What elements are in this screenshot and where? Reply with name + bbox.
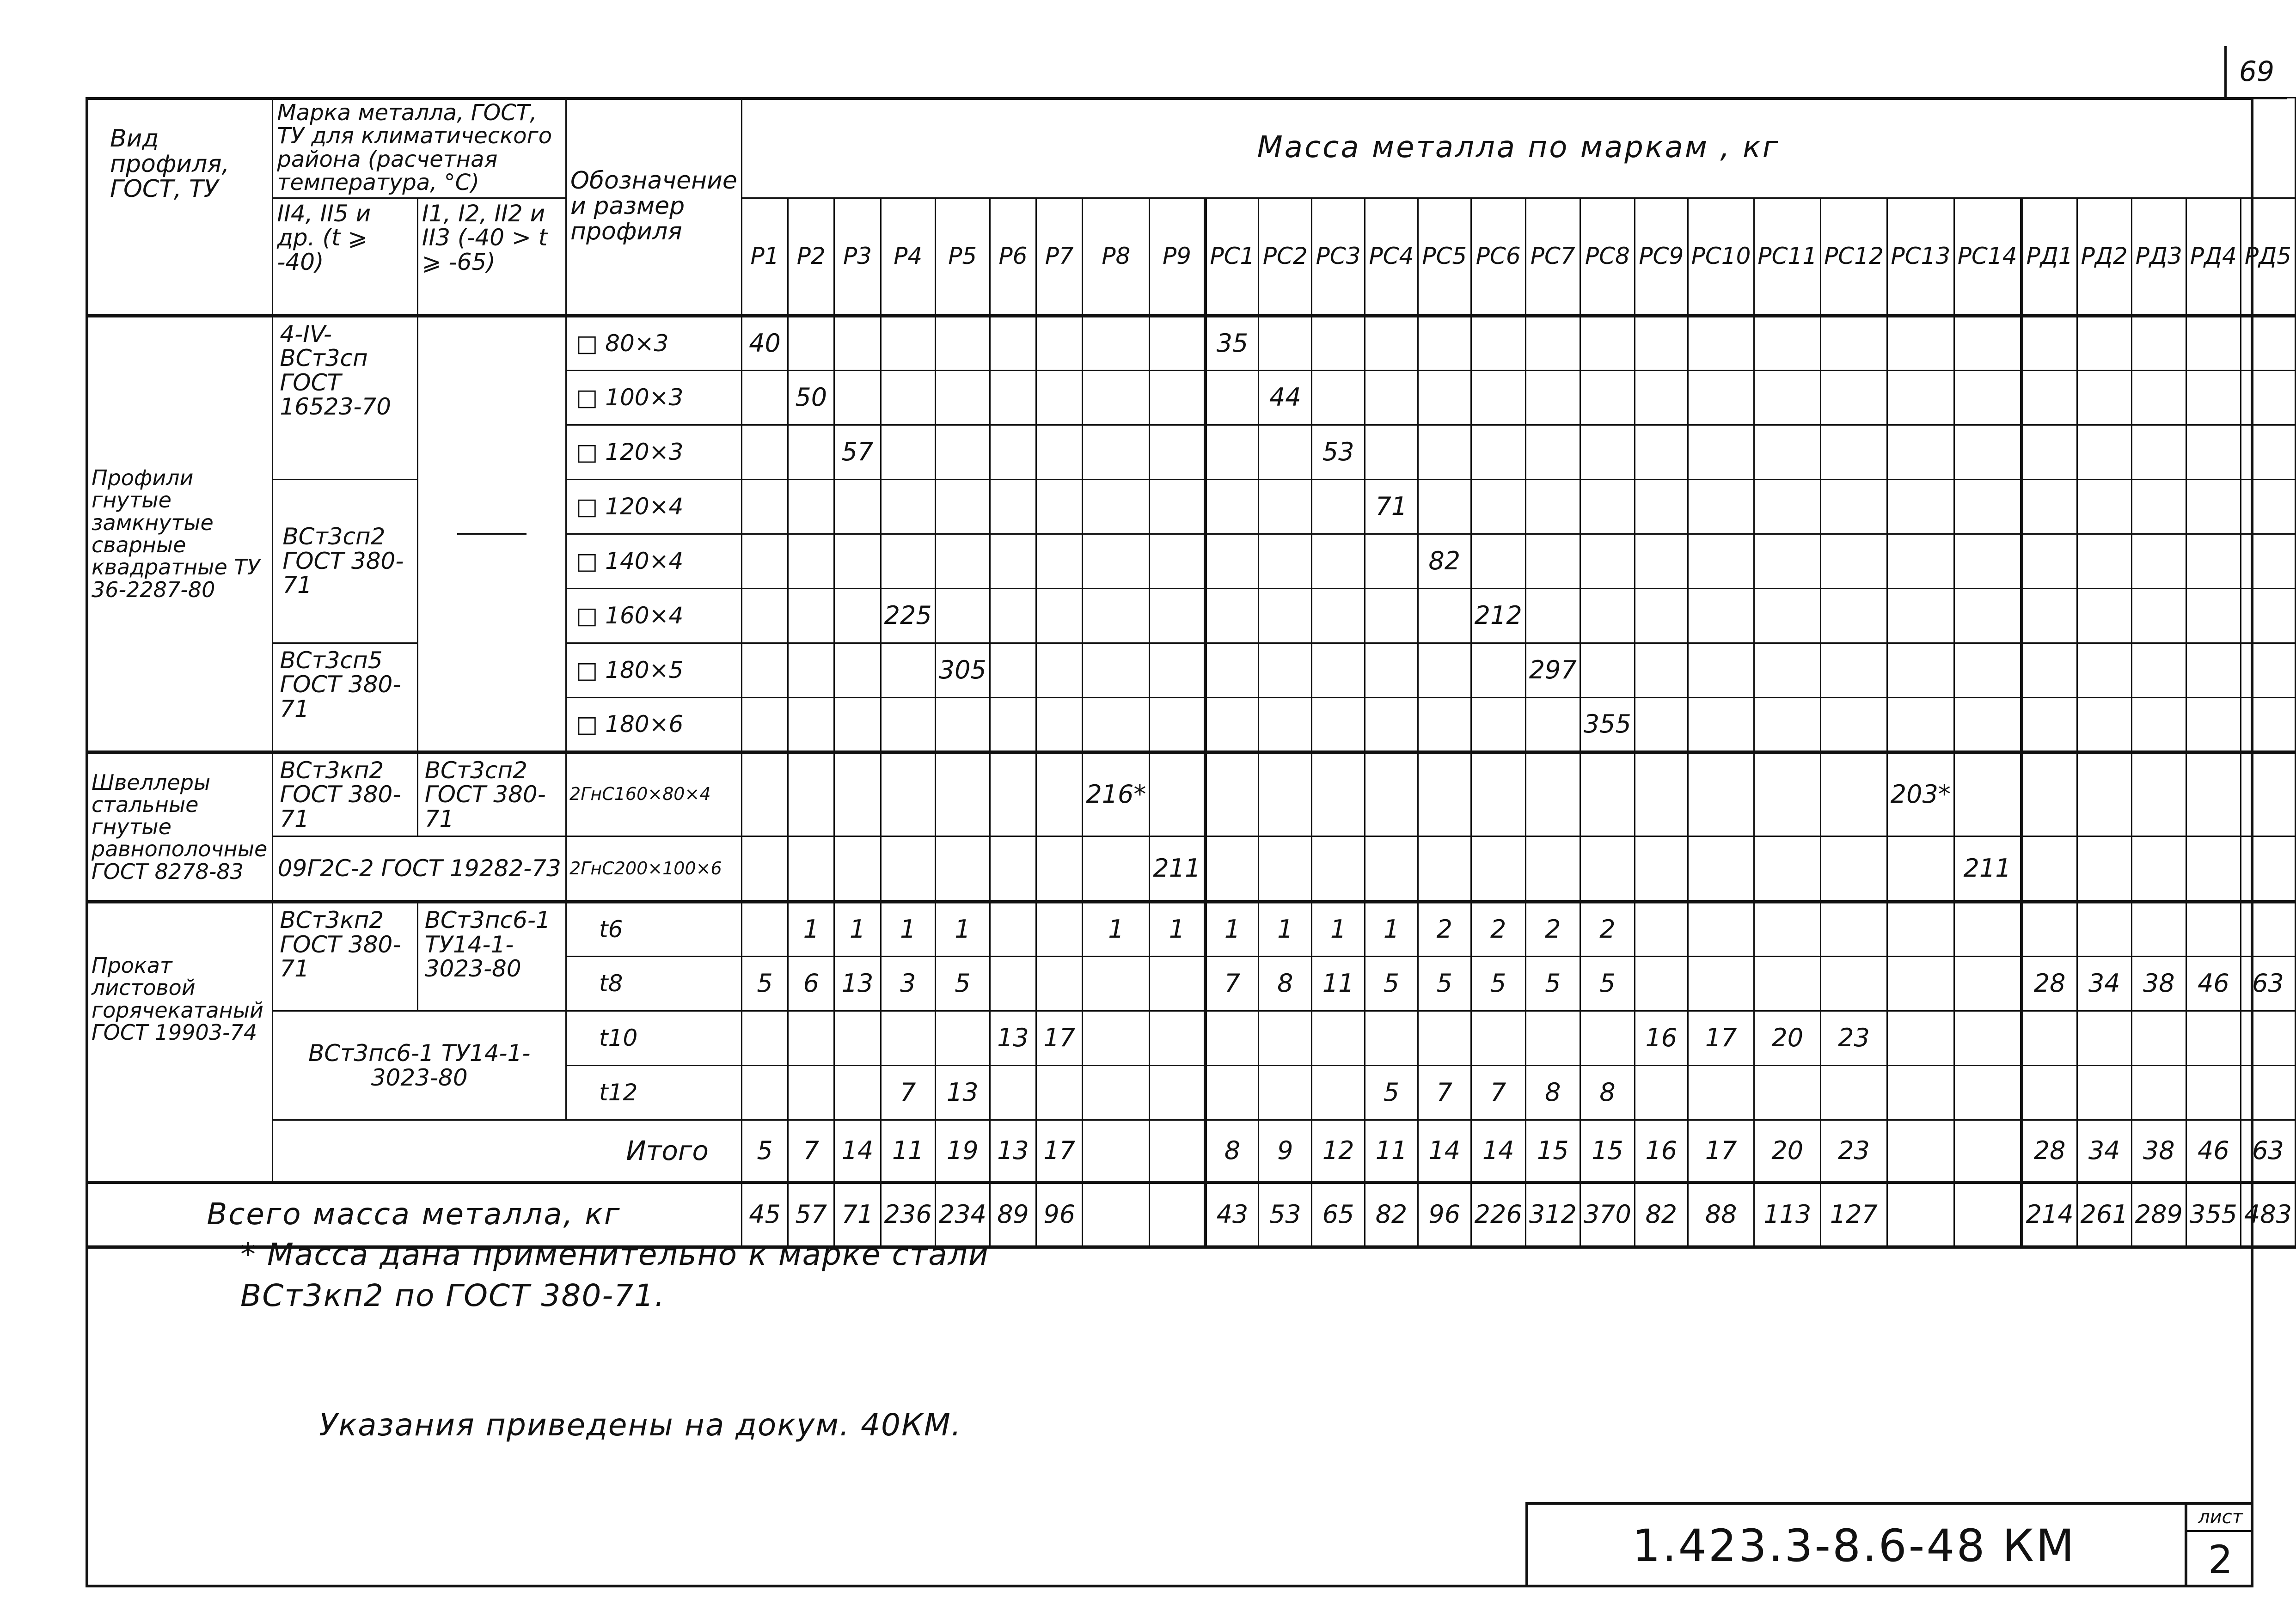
profile-cell: 2ГнС160×80×4 bbox=[566, 752, 742, 836]
grade-cell: 09Г2С-2 ГОСТ 19282-73 bbox=[273, 836, 566, 902]
grade-cell: ВСт3пс6-1 ТУ14-1-3023-80 bbox=[417, 902, 566, 1011]
mass-value: 203* bbox=[1890, 779, 1951, 809]
mark-header-cell: РС12 bbox=[1821, 198, 1887, 316]
grade-cell: ВСт3сп5 ГОСТ 380-71 bbox=[273, 643, 417, 752]
mass-cell: 89 bbox=[990, 1183, 1036, 1247]
mass-cell: 13 bbox=[834, 957, 881, 1011]
mass-cell: 7 bbox=[1471, 1066, 1525, 1120]
grade-cell: ВСт3сп2 ГОСТ 380-71 bbox=[273, 479, 417, 643]
mass-cell: 17 bbox=[1036, 1120, 1083, 1183]
mass-cell: 57 bbox=[834, 425, 881, 479]
mass-cell: 11 bbox=[1365, 1120, 1418, 1183]
mark-header-cell: Р5 bbox=[935, 198, 990, 316]
mass-cell: 11 bbox=[881, 1120, 935, 1183]
mass-cell: 34 bbox=[2077, 1120, 2131, 1183]
mark-header-cell: Р9 bbox=[1150, 198, 1205, 316]
mass-cell: 5 bbox=[1525, 957, 1580, 1011]
mass-cell: 63 bbox=[2241, 1120, 2295, 1183]
sheet-number: 2 bbox=[2208, 1537, 2233, 1582]
mass-cell: 2 bbox=[1580, 902, 1635, 957]
profile-cell: □ 140×4 bbox=[566, 534, 742, 588]
mass-cell: 71 bbox=[1365, 479, 1418, 534]
mass-cell: 225 bbox=[881, 588, 935, 643]
mass-cell: 50 bbox=[788, 370, 834, 425]
mass-cell: 65 bbox=[1312, 1183, 1365, 1247]
mass-cell: 2 bbox=[1471, 902, 1525, 957]
mark-header-cell: РС11 bbox=[1754, 198, 1821, 316]
mass-cell: 7 bbox=[881, 1066, 935, 1120]
mark-header-cell: Р1 bbox=[741, 198, 788, 316]
mark-header-cell: РС13 bbox=[1887, 198, 1954, 316]
mass-cell: 127 bbox=[1821, 1183, 1887, 1247]
sheet-box bbox=[2185, 1505, 2253, 1587]
mass-cell: 5 bbox=[1418, 957, 1471, 1011]
mark-header-cell: РС1 bbox=[1205, 198, 1259, 316]
profile-cell: □ 100×3 bbox=[566, 370, 742, 425]
mark-header-cell: РС5 bbox=[1418, 198, 1471, 316]
document-code: 1.423.3-8.6-48 КМ bbox=[1632, 1520, 2076, 1572]
header-mass-cell: Масса металла по маркам , кг bbox=[741, 98, 2295, 198]
profile-cell: t12 bbox=[566, 1066, 742, 1120]
mass-cell: 96 bbox=[1418, 1183, 1471, 1247]
mass-cell: 11 bbox=[1312, 957, 1365, 1011]
drawing-frame bbox=[86, 97, 2253, 1587]
profile-cell: □ 80×3 bbox=[566, 316, 742, 370]
mark-header-cell: РС2 bbox=[1259, 198, 1312, 316]
grand-total-label: Всего масса металла, кг bbox=[86, 1183, 742, 1247]
mass-cell: 82 bbox=[1418, 534, 1471, 588]
profile-cell: t8 bbox=[566, 957, 742, 1011]
mass-cell: 211 bbox=[1150, 836, 1205, 902]
mass-value: 216* bbox=[1086, 779, 1146, 809]
mass-cell: 1 bbox=[1205, 902, 1259, 957]
mass-cell: 38 bbox=[2131, 1120, 2186, 1183]
mass-cell: 1 bbox=[788, 902, 834, 957]
mass-cell: 20 bbox=[1754, 1120, 1821, 1183]
footnote-line-2: ВСт3кп2 по ГОСТ 380-71. bbox=[240, 1278, 666, 1314]
mass-cell: 23 bbox=[1821, 1120, 1887, 1183]
mass-cell: 46 bbox=[2186, 957, 2241, 1011]
mass-cell: 43 bbox=[1205, 1183, 1259, 1247]
mass-cell: 88 bbox=[1688, 1183, 1754, 1247]
mass-cell: 234 bbox=[935, 1183, 990, 1247]
mass-cell: 17 bbox=[1036, 1011, 1083, 1066]
mass-cell: 5 bbox=[1365, 1066, 1418, 1120]
sheet-label: лист bbox=[2187, 1505, 2253, 1532]
grade-cell: 4-IV-ВСт3сп ГОСТ 16523-70 bbox=[273, 316, 417, 479]
mass-cell: 20 bbox=[1754, 1011, 1821, 1066]
mass-cell: 5 bbox=[1580, 957, 1635, 1011]
mass-cell: 15 bbox=[1580, 1120, 1635, 1183]
profile-cell: □ 120×3 bbox=[566, 425, 742, 479]
header-grade-cell: Марка металла, ГОСТ, ТУ для климатического района (расчетная температура, °С) bbox=[273, 98, 566, 198]
mass-cell: 28 bbox=[2021, 1120, 2077, 1183]
header-grade-sub2-cell: I1, I2, II2 и II3 (-40 > t ⩾ -65) bbox=[417, 198, 566, 316]
mass-cell: 38 bbox=[2131, 957, 2186, 1011]
mark-header-cell: РД5 bbox=[2241, 198, 2295, 316]
mass-cell: 5 bbox=[741, 1120, 788, 1183]
profile-cell: 2ГнС200×100×6 bbox=[566, 836, 742, 902]
mass-cell: 63 bbox=[2241, 957, 2295, 1011]
mass-cell: 9 bbox=[1259, 1120, 1312, 1183]
group-label-profiles: Профили гнутые замкнутые сварные квадратные ТУ 36-2287-80 bbox=[86, 316, 273, 752]
grade-cell: ВСт3кп2 ГОСТ 380-71 bbox=[273, 752, 417, 836]
mass-cell: 12 bbox=[1312, 1120, 1365, 1183]
profile-cell: t10 bbox=[566, 1011, 742, 1066]
mark-header-cell: РС9 bbox=[1635, 198, 1688, 316]
mass-cell: 34 bbox=[2077, 957, 2131, 1011]
mass-cell: 71 bbox=[834, 1183, 881, 1247]
mass-cell: 46 bbox=[2186, 1120, 2241, 1183]
mass-cell: 305 bbox=[935, 643, 990, 697]
mass-cell: 355 bbox=[2186, 1183, 2241, 1247]
grade-cell: ВСт3сп2 ГОСТ 380-71 bbox=[417, 752, 566, 836]
mass-cell: 236 bbox=[881, 1183, 935, 1247]
mass-cell: 44 bbox=[1259, 370, 1312, 425]
header-grade-sub1-cell: II4, II5 и др. (t ⩾ -40) bbox=[273, 198, 417, 316]
mass-cell: 53 bbox=[1259, 1183, 1312, 1247]
profile-cell: □ 180×5 bbox=[566, 643, 742, 697]
mass-cell: 23 bbox=[1821, 1011, 1887, 1066]
mark-header-cell: РС6 bbox=[1471, 198, 1525, 316]
mark-header-cell: Р3 bbox=[834, 198, 881, 316]
mass-cell: 17 bbox=[1688, 1120, 1754, 1183]
title-block bbox=[1525, 1502, 2253, 1587]
group-label-plates: Прокат листовой горячекатаный ГОСТ 19903-74 bbox=[86, 902, 273, 1183]
mass-cell: 14 bbox=[1471, 1120, 1525, 1183]
mass-cell: 45 bbox=[741, 1183, 788, 1247]
mass-cell: 355 bbox=[1580, 697, 1635, 752]
mass-cell: 5 bbox=[935, 957, 990, 1011]
mass-cell: 261 bbox=[2077, 1183, 2131, 1247]
mass-cell: 15 bbox=[1525, 1120, 1580, 1183]
mark-header-cell: Р8 bbox=[1083, 198, 1150, 316]
mass-cell: 1 bbox=[1365, 902, 1418, 957]
mass-cell: 13 bbox=[990, 1120, 1036, 1183]
mass-cell: 8 bbox=[1580, 1066, 1635, 1120]
mass-cell: 13 bbox=[990, 1011, 1036, 1066]
mass-cell: 28 bbox=[2021, 957, 2077, 1011]
mass-cell: 289 bbox=[2131, 1183, 2186, 1247]
mark-header-cell: РД4 bbox=[2186, 198, 2241, 316]
mark-header-cell: РС8 bbox=[1580, 198, 1635, 316]
mass-cell: 2 bbox=[1525, 902, 1580, 957]
mass-cell: 57 bbox=[788, 1183, 834, 1247]
profile-cell: □ 120×4 bbox=[566, 479, 742, 534]
mass-cell: 8 bbox=[1205, 1120, 1259, 1183]
mass-cell: 82 bbox=[1365, 1183, 1418, 1247]
mass-cell: 211 bbox=[1954, 836, 2021, 902]
grade-cell: ВСт3кп2 ГОСТ 380-71 bbox=[273, 902, 417, 1011]
mass-cell: 297 bbox=[1525, 643, 1580, 697]
mass-cell: 7 bbox=[1418, 1066, 1471, 1120]
mass-cell: 96 bbox=[1036, 1183, 1083, 1247]
mass-cell: 14 bbox=[834, 1120, 881, 1183]
note-text: Указания приведены на докум. 40КМ. bbox=[319, 1407, 962, 1443]
mass-cell: 14 bbox=[1418, 1120, 1471, 1183]
mass-cell: 13 bbox=[935, 1066, 990, 1120]
mass-cell: 8 bbox=[1259, 957, 1312, 1011]
mark-header-cell: Р2 bbox=[788, 198, 834, 316]
mass-cell: 5 bbox=[741, 957, 788, 1011]
mass-cell: 370 bbox=[1580, 1183, 1635, 1247]
mark-header-cell: РС4 bbox=[1365, 198, 1418, 316]
mark-header-cell: Р6 bbox=[990, 198, 1036, 316]
header-type-cell: Вид профиля, ГОСТ, ТУ bbox=[86, 98, 273, 316]
footnote-line-1: * Масса дана применительно к марке стали bbox=[240, 1237, 989, 1272]
mass-cell: 16 bbox=[1635, 1120, 1688, 1183]
group-label-channels: Швеллеры стальные гнутые равнополочные ГОСТ 8278-83 bbox=[86, 752, 273, 902]
mass-cell: 312 bbox=[1525, 1183, 1580, 1247]
mass-cell: 2 bbox=[1418, 902, 1471, 957]
mark-header-cell: РД3 bbox=[2131, 198, 2186, 316]
mass-cell: 7 bbox=[1205, 957, 1259, 1011]
mass-cell: 1 bbox=[881, 902, 935, 957]
grade-cell: ВСт3пс6-1 ТУ14-1-3023-80 bbox=[273, 1011, 566, 1120]
profile-cell: □ 160×4 bbox=[566, 588, 742, 643]
profile-cell: □ 180×6 bbox=[566, 697, 742, 752]
mass-cell: 82 bbox=[1635, 1183, 1688, 1247]
mass-cell: 214 bbox=[2021, 1183, 2077, 1247]
mass-cell: 1 bbox=[1150, 902, 1205, 957]
mass-cell: 113 bbox=[1754, 1183, 1821, 1247]
mark-header-cell: Р7 bbox=[1036, 198, 1083, 316]
mass-cell: 6 bbox=[788, 957, 834, 1011]
mass-cell: 1 bbox=[935, 902, 990, 957]
mass-cell: 5 bbox=[1471, 957, 1525, 1011]
mass-cell: 3 bbox=[881, 957, 935, 1011]
mass-cell: 1 bbox=[1259, 902, 1312, 957]
mass-cell: 212 bbox=[1471, 588, 1525, 643]
page-number: 69 bbox=[2224, 46, 2287, 99]
mass-cell: 1 bbox=[834, 902, 881, 957]
profile-cell: t6 bbox=[566, 902, 742, 957]
mass-cell: 19 bbox=[935, 1120, 990, 1183]
mark-header-cell: Р4 bbox=[881, 198, 935, 316]
mass-cell: 1 bbox=[1312, 902, 1365, 957]
mark-header-cell: РС7 bbox=[1525, 198, 1580, 316]
mass-cell: 5 bbox=[1365, 957, 1418, 1011]
mark-header-cell: РД1 bbox=[2021, 198, 2077, 316]
mass-cell: 226 bbox=[1471, 1183, 1525, 1247]
mass-cell: 1 bbox=[1083, 902, 1150, 957]
header-designation-cell: Обозначение и размер профиля bbox=[566, 98, 742, 316]
mass-cell: 483 bbox=[2241, 1183, 2295, 1247]
mass-cell: 35 bbox=[1205, 316, 1259, 370]
mark-header-cell: РС10 bbox=[1688, 198, 1754, 316]
total-label: Итого bbox=[273, 1120, 742, 1183]
mark-header-cell: РС3 bbox=[1312, 198, 1365, 316]
mass-cell: 8 bbox=[1525, 1066, 1580, 1120]
mass-cell: 16 bbox=[1635, 1011, 1688, 1066]
mass-cell: 7 bbox=[788, 1120, 834, 1183]
mass-cell: 17 bbox=[1688, 1011, 1754, 1066]
mass-cell: 40 bbox=[741, 316, 788, 370]
mark-header-cell: РС14 bbox=[1954, 198, 2021, 316]
footnote bbox=[240, 1234, 989, 1316]
mass-cell: 53 bbox=[1312, 425, 1365, 479]
mark-header-cell: РД2 bbox=[2077, 198, 2131, 316]
